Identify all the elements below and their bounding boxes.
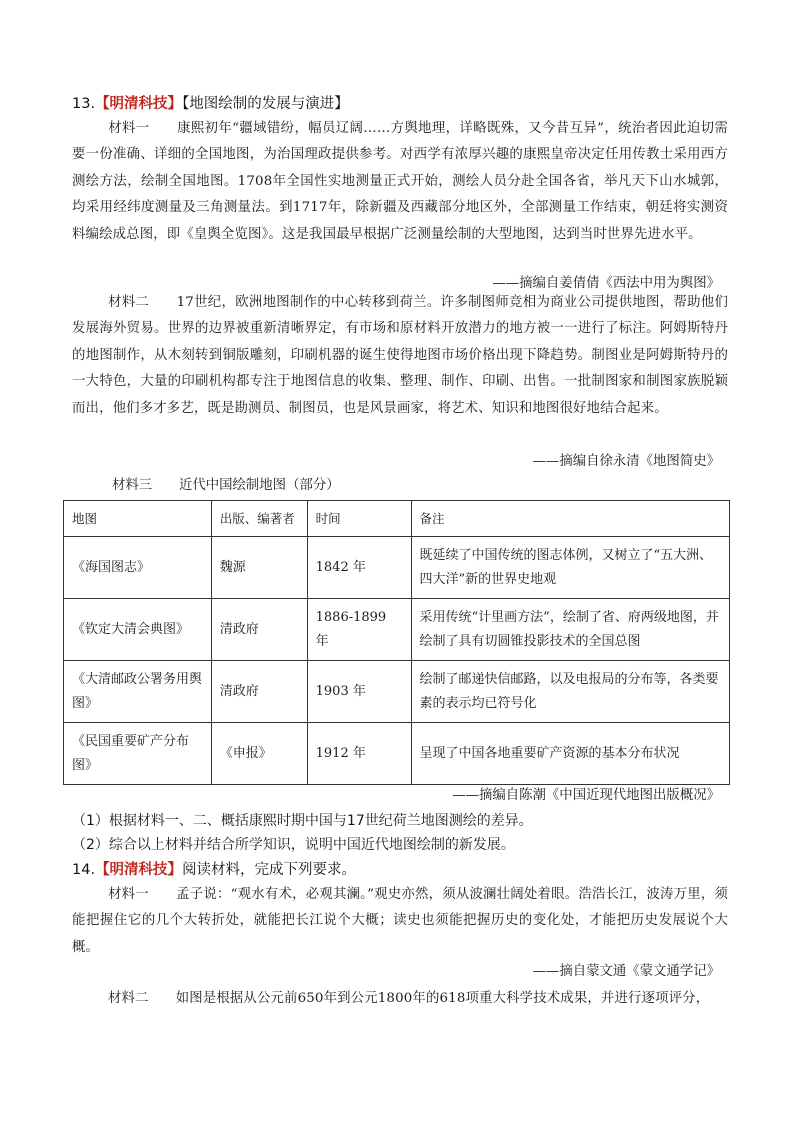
q13-material-1-text: 康熙初年“疆域错纷，幅员辽阔……方舆地理，详略既殊，又今昔互异”，统治者因此迫切需要一份准确、详细的全国地图，为治国理政提供参考。对西学有浓厚兴趣的康熙皇帝决定任用传教士采用西方测绘方法，绘制全国地图。1708年全国性实地测量正式开始，测绘人员分赴全国各省，举凡天下山水城郭，均采用经纬度测量及三角测量法。到1717年，除新疆及西藏部分地区外，全部测量工作结束，朝廷将实测资料编绘成总图，即《皇舆全览图》。这是我国最早根据广泛测量绘制的大型地图，达到当时世界先进水平。 [72,121,728,242]
table-header-cell: 时间 [307,501,411,537]
table-row [64,599,730,661]
table-cell: 《大清邮政公署务用舆图》 [64,661,212,723]
table-cell: 既延续了中国传统的图志体例，又树立了“五大洲、四大洋”新的世界史地观 [411,537,729,599]
table-cell: 《海国图志》 [64,537,212,599]
table-row [64,661,730,723]
q13-subquestion-1: （1）根据材料一、二、概括康熙时期中国与17世纪荷兰地图测绘的差异。 [72,813,533,829]
table-cell: 绘制了邮递快信邮路，以及电报局的分布等，各类要素的表示均已符号化 [411,661,729,723]
table-row [64,723,730,785]
q13-material-2-label: 材料二 [108,295,150,310]
table-cell: 清政府 [211,661,307,723]
q14-material-1-label: 材料一 [108,887,149,902]
q13-material-1-label: 材料一 [108,121,150,136]
table-cell: 呈现了中国各地重要矿产资源的基本分布状况 [411,723,729,785]
table-cell: 1903 年 [307,661,411,723]
question-13-heading: 【地图绘制的发展与演进】 [182,96,349,112]
table-cell: 1886-1899 年 [307,599,411,661]
table-cell: 《民国重要矿产分布图》 [64,723,212,785]
q14-material-2 [72,986,728,1012]
q14-material-1-text: 孟子说：“观水有术，必观其澜。”观史亦然，须从波澜壮阔处着眼。浩浩长江，波涛万里，须能把握住它的几个大转折处，就能把长江说个大概；读史也须能把握历史的变化处，才能把历史发展说个大概。 [72,887,728,955]
table-header-cell: 出版、编著者 [211,501,307,537]
table-cell: 《申报》 [211,723,307,785]
q13-subquestion-2: （2）综合以上材料并结合所学知识，说明中国近代地图绘制的新发展。 [72,837,515,853]
q14-material-1 [72,882,728,961]
table-cell: 《钦定大清会典图》 [64,599,212,661]
q13-material-1-source: ——摘编自姜倩倩《西法中用为舆图》 [492,276,720,291]
table-header-cell: 地图 [64,501,212,537]
question-14-title [72,860,356,880]
question-13-title [72,94,349,114]
table-cell: 1912 年 [307,723,411,785]
question-13-tag: 【明清科技】 [95,96,183,112]
q14-material-2-text: 如图是根据从公元前650年到公元1800年的618项重大科学技术成果，并进行逐项评分， [175,991,710,1006]
table-cell: 1842 年 [307,537,411,599]
q13-material-3-source: ——摘编自陈潮《中国近现代地图出版概况》 [452,788,720,803]
q14-material-1-source: ——摘自蒙文通《蒙文通学记》 [532,964,720,979]
table-cell: 魏源 [211,537,307,599]
table-row [64,537,730,599]
q13-map-table [63,500,730,785]
question-13-number: 13. [72,96,96,112]
question-14-number: 14. [72,862,96,878]
q13-material-3-caption: 材料三 近代中国绘制地图（部分） [112,478,340,493]
q13-material-2-text: 17世纪，欧洲地图制作的中心转移到荷兰。许多制图师竞相为商业公司提供地图，帮助他们发展海外贸易。世界的边界被重新清晰界定，有市场和原材料开放潜力的地方被一一进行了标注。阿姆斯特丹的地图制作，从木刻转到铜版雕刻，印刷机器的诞生使得地图市场价格出现下降趋势。制图业是阿姆斯特丹的一大特色，大量的印刷机构都专注于地图信息的收集、整理、制作、印刷、出售。一批制图家和制图家族脱颖而出，他们多才多艺，既是勘测员、制图员，也是风景画家，将艺术、知识和地图很好地结合起来。 [72,295,728,416]
table-header-cell: 备注 [411,501,729,537]
q13-material-2-source: ——摘编自徐永清《地图简史》 [532,454,720,469]
question-14-heading: 阅读材料，完成下列要求。 [182,862,357,878]
q14-material-2-label: 材料二 [108,991,149,1006]
q13-material-1 [72,116,728,248]
table-cell: 采用传统“计里画方法”，绘制了省、府两级地图，并绘制了具有切圆锥投影技术的全国总图 [411,599,729,661]
table-header-row [64,501,730,537]
question-14-tag: 【明清科技】 [95,862,183,878]
q13-material-2 [72,290,728,422]
table-cell: 清政府 [211,599,307,661]
